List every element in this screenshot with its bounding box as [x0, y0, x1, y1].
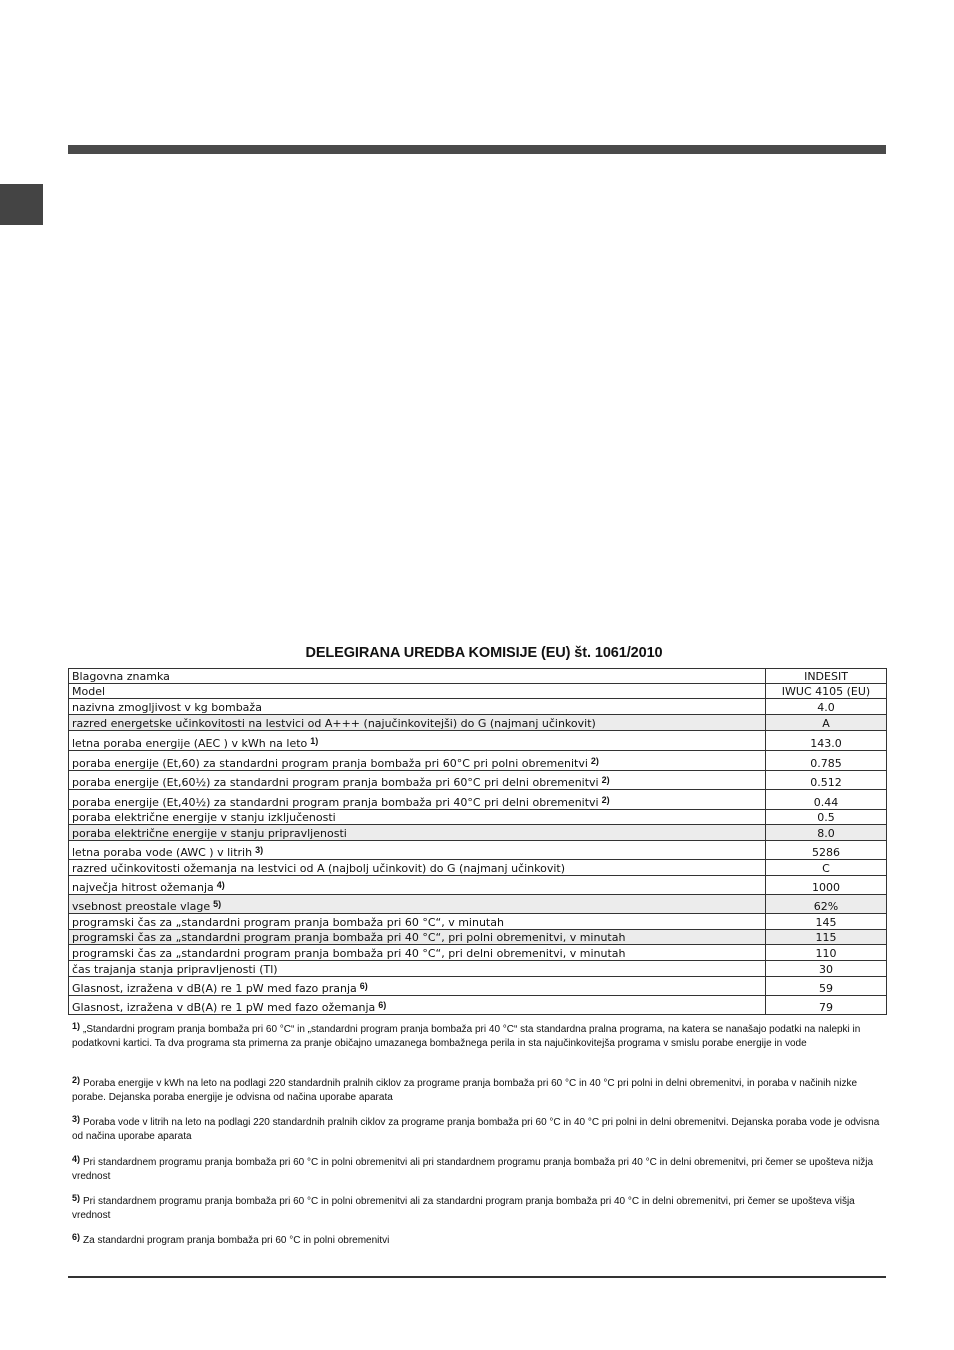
table-row: [69, 771, 887, 790]
row-value: IWUC 4105 (EU): [766, 684, 887, 699]
footnote-ref: 2): [601, 775, 610, 785]
row-value: C: [766, 860, 887, 876]
table-row: [69, 996, 887, 1015]
table-row: [69, 731, 887, 751]
footnote-ref: 2): [601, 795, 610, 805]
row-label-cell: [69, 945, 766, 961]
row-label: programski čas za „standardni program pranja bombaža pri 40 °C“, pri polni obremenitvi, v minutah: [72, 931, 626, 944]
header-rule: [68, 145, 886, 154]
row-label-cell: [69, 996, 766, 1015]
row-label-cell: [69, 771, 766, 790]
row-value: INDESIT: [766, 669, 887, 684]
table-row: [69, 930, 887, 945]
footnote-text: Pri standardnem programu pranja bombaža pri 60 °C in polni obremenitvi ali za standardni program pranja bombaža pri 40 °C in delni obremenitvi, pri čemer se upošteva višja vrednost: [72, 1196, 855, 1221]
table-row: [69, 945, 887, 961]
row-label: Model: [72, 685, 106, 698]
row-label-cell: [69, 731, 766, 751]
row-label: letna poraba vode (AWC ) v litrih: [72, 846, 253, 859]
row-value: 0.785: [766, 751, 887, 771]
row-label-cell: [69, 751, 766, 771]
row-label: poraba energije (Et,60½) za standardni program pranja bombaža pri 60°C pri delni obremenitvi: [72, 776, 599, 789]
table-row: [69, 810, 887, 825]
row-label: razred učinkovitosti ožemanja na lestvici od A (najbolj učinkovit) do G (najmanj učinkovit): [72, 862, 565, 875]
row-value: 0.44: [766, 790, 887, 810]
row-label: vsebnost preostale vlage: [72, 900, 211, 913]
row-label: poraba električne energije v stanju izključenosti: [72, 811, 336, 824]
row-label: poraba energije (Et,60) za standardni program pranja bombaža pri 60°C pri polni obremenitvi: [72, 757, 588, 770]
footnote-number: 5): [72, 1193, 81, 1203]
footnote-number: 3): [72, 1114, 81, 1124]
footnote-ref: 5): [213, 899, 222, 909]
footnote-text: Za standardni program pranja bombaža pri 60 °C in polni obremenitvi: [83, 1235, 390, 1246]
row-value: 145: [766, 914, 887, 930]
row-label-cell: [69, 860, 766, 876]
row-label: letna poraba energije (AEC ) v kWh na leto: [72, 737, 308, 750]
row-label-cell: [69, 914, 766, 930]
row-label: nazivna zmogljivost v kg bombaža: [72, 701, 262, 714]
row-value: 0.512: [766, 771, 887, 790]
row-label-cell: [69, 930, 766, 945]
table-row: [69, 751, 887, 771]
row-value: 1000: [766, 876, 887, 895]
table-row: [69, 790, 887, 810]
row-value: 4.0: [766, 699, 887, 715]
row-label: poraba energije (Et,40½) za standardni program pranja bombaža pri 40°C pri delni obremenitvi: [72, 796, 599, 809]
table-row: [69, 841, 887, 860]
regulation-title: DELEGIRANA UREDBA KOMISIJE (EU) št. 1061/2010: [305, 645, 663, 661]
footnote-ref: 1): [310, 736, 319, 746]
footnote-ref: 4): [216, 880, 225, 890]
row-label-cell: [69, 977, 766, 996]
row-label: največja hitrost ožemanja: [72, 881, 214, 894]
row-value: 115: [766, 930, 887, 945]
footnote: [72, 1192, 882, 1222]
row-label-cell: [69, 715, 766, 731]
row-label-cell: [69, 699, 766, 715]
row-value: 110: [766, 945, 887, 961]
row-label-cell: [69, 669, 766, 684]
table-row: [69, 914, 887, 930]
row-label: poraba električne energije v stanju pripravljenosti: [72, 827, 347, 840]
row-value: 143.0: [766, 731, 887, 751]
table-row: [69, 961, 887, 977]
footnote: [72, 1113, 882, 1143]
row-value: 59: [766, 977, 887, 996]
footnote-text: „Standardni program pranja bombaža pri 60 °C“ in „standardni program pranja bombaža pri 40 °C“ sta standardna pralna programa, na katera se nanašajo podatki na nalepki in podatkovni kartici. Ta dva programa sta primerna za pranje običajno umazanega bombažnega perila in sta najučinkovitejša programa v smislu porabe energije in vode: [72, 1024, 861, 1049]
footnote-number: 1): [72, 1021, 81, 1031]
footnote: [72, 1074, 882, 1104]
footer-rule: [68, 1276, 886, 1278]
table-row: [69, 977, 887, 996]
row-value: 0.5: [766, 810, 887, 825]
row-value: 62%: [766, 895, 887, 914]
footnote-ref: 6): [378, 1000, 387, 1010]
footnote-number: 4): [72, 1154, 81, 1164]
row-label: Glasnost, izražena v dB(A) re 1 pW med fazo pranja: [72, 982, 357, 995]
product-fiche-table: [68, 668, 887, 1015]
footnote-number: 6): [72, 1232, 81, 1242]
table-row: [69, 895, 887, 914]
footnote: [72, 1153, 882, 1183]
row-label-cell: [69, 810, 766, 825]
row-label: programski čas za „standardni program pranja bombaža pri 40 °C“, pri delni obremenitvi, v minutah: [72, 947, 626, 960]
language-tab-marker: [0, 184, 43, 225]
row-value: A: [766, 715, 887, 731]
footnote: [72, 1231, 882, 1248]
table-row: [69, 684, 887, 699]
row-label-cell: [69, 825, 766, 841]
footnote-ref: 2): [590, 756, 599, 766]
row-label-cell: [69, 961, 766, 977]
table-row: [69, 876, 887, 895]
row-value: 8.0: [766, 825, 887, 841]
row-label: Glasnost, izražena v dB(A) re 1 pW med fazo ožemanja: [72, 1001, 376, 1014]
table-row: [69, 699, 887, 715]
footnote-text: Poraba energije v kWh na leto na podlagi 220 standardnih pralnih ciklov za programe pranja bombaža pri 60 °C in 40 °C pri polni in delni obremenitvi, in poraba v načinih nizke porabe. Dejanska poraba energije je odvisna od načina uporabe aparata: [72, 1078, 858, 1103]
table-row: [69, 825, 887, 841]
row-value: 5286: [766, 841, 887, 860]
footnote-ref: 6): [359, 981, 368, 991]
row-label-cell: [69, 895, 766, 914]
row-label: Blagovna znamka: [72, 670, 170, 683]
row-label-cell: [69, 684, 766, 699]
row-label: čas trajanja stanja pripravljenosti (Tl): [72, 963, 278, 976]
row-value: 30: [766, 961, 887, 977]
row-label-cell: [69, 790, 766, 810]
row-label: programski čas za „standardni program pranja bombaža pri 60 °C“, v minutah: [72, 916, 504, 929]
footnote: [72, 1020, 882, 1050]
table-row: [69, 715, 887, 731]
footnote-text: Poraba vode v litrih na leto na podlagi 220 standardnih pralnih ciklov za programe pranja bombaža pri 60 °C in 40 °C pri polni in delni obremenitvi. Dejanska poraba vode je odvisna od načina uporabe aparata: [72, 1117, 880, 1142]
table-row: [69, 669, 887, 684]
table-row: [69, 860, 887, 876]
row-label-cell: [69, 841, 766, 860]
footnote-ref: 3): [255, 845, 264, 855]
row-label-cell: [69, 876, 766, 895]
row-label: razred energetske učinkovitosti na lestvici od A+++ (najučinkovitejši) do G (najmanj učinkovit): [72, 717, 596, 730]
footnote-number: 2): [72, 1075, 81, 1085]
footnote-text: Pri standardnem programu pranja bombaža pri 60 °C in polni obremenitvi ali pri standardnem programu pranja bombaža pri 40 °C in delni obremenitvi, pri čemer se upošteva nižja vrednost: [72, 1157, 874, 1182]
row-value: 79: [766, 996, 887, 1015]
